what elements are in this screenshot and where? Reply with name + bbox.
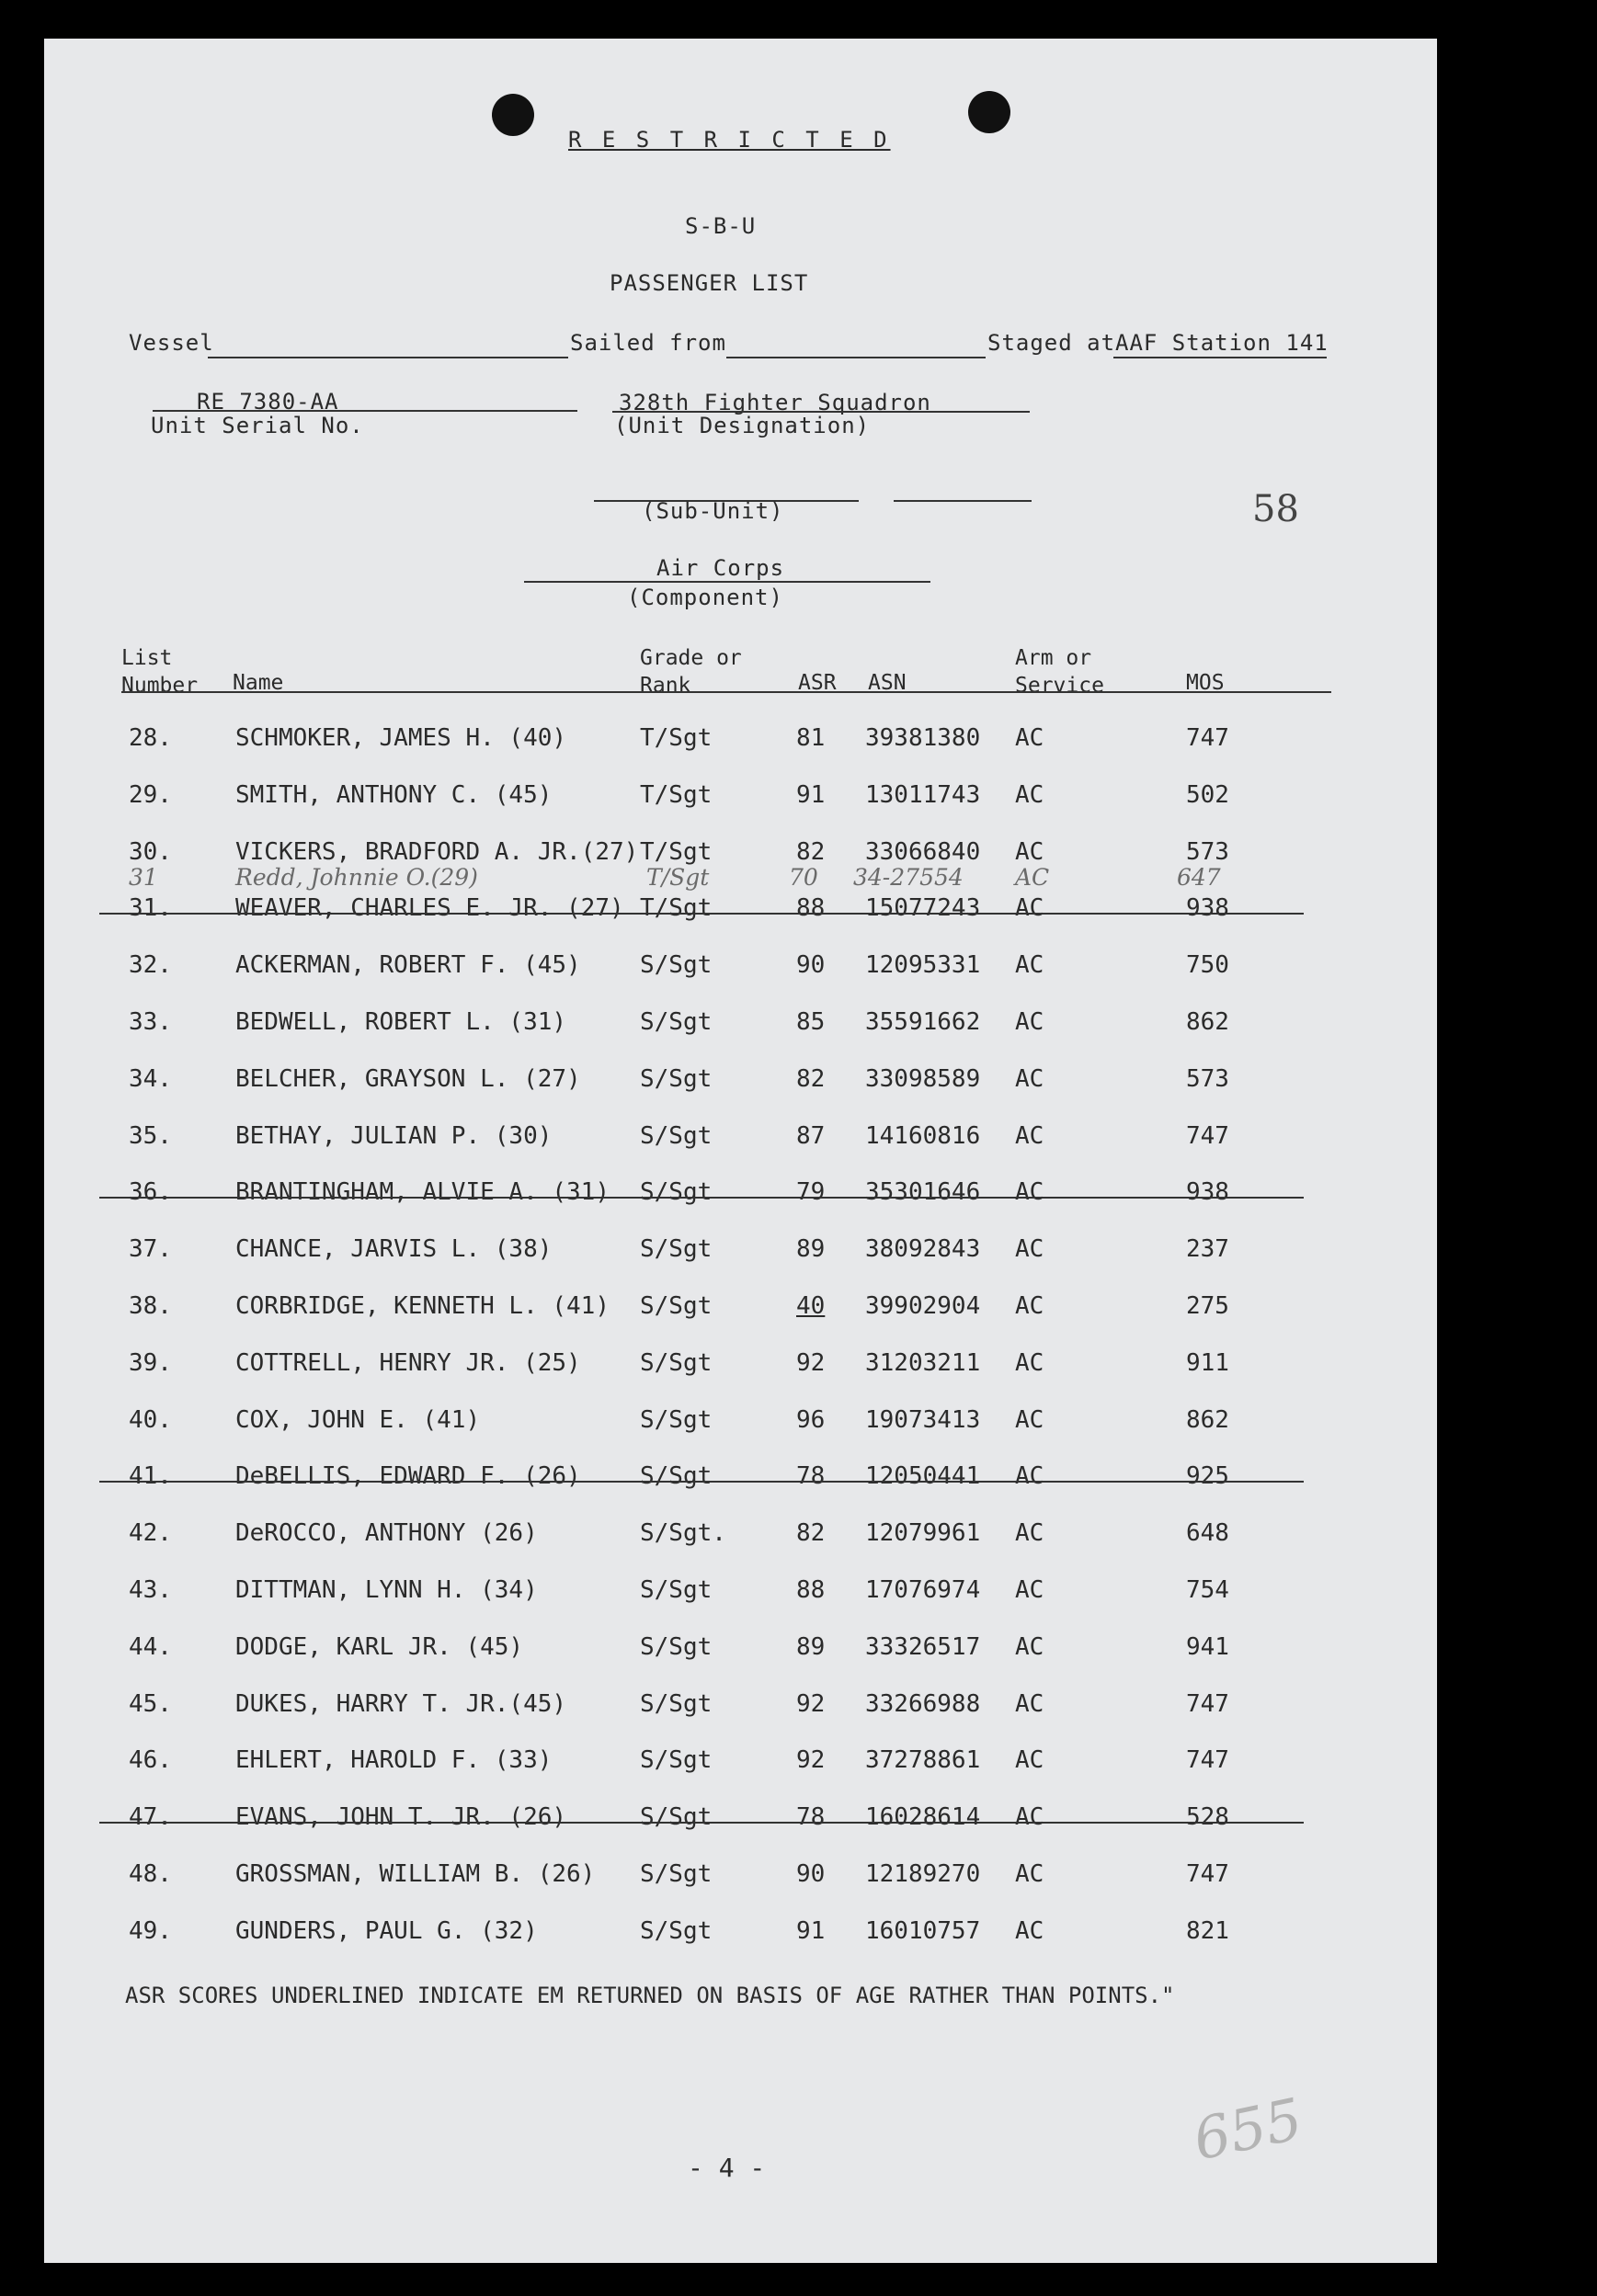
row-asn: 15077243 bbox=[865, 894, 981, 923]
row-asr: 81 bbox=[796, 724, 826, 752]
row-grade: S/Sgt bbox=[640, 1235, 713, 1264]
row-number: 29. bbox=[129, 780, 172, 809]
row-number: 48. bbox=[129, 1860, 172, 1888]
component-value: Air Corps bbox=[656, 555, 785, 581]
row-asn: 38092843 bbox=[865, 1235, 981, 1264]
row-mos: 237 bbox=[1186, 1235, 1229, 1264]
table-row bbox=[44, 1690, 1437, 1727]
row-grade: T/Sgt bbox=[640, 837, 713, 866]
classification-heading: R E S T R I C T E D bbox=[568, 127, 891, 153]
row-asr: 78 bbox=[796, 1462, 826, 1491]
strikethrough-line bbox=[99, 1822, 1304, 1824]
column-header-name: Name bbox=[233, 671, 284, 695]
row-name: VICKERS, BRADFORD A. JR.(27) bbox=[235, 837, 639, 866]
row-name: WEAVER, CHARLES E. JR. (27) bbox=[235, 894, 624, 923]
table-row bbox=[44, 1065, 1437, 1102]
row-asr: 90 bbox=[796, 951, 826, 980]
strikethrough-line bbox=[99, 1481, 1304, 1483]
row-asn: 16028614 bbox=[865, 1803, 981, 1832]
row-grade: S/Sgt bbox=[640, 1803, 713, 1832]
table-row bbox=[44, 1803, 1437, 1840]
row-asn: 37278861 bbox=[865, 1746, 981, 1775]
row-grade: S/Sgt bbox=[640, 1746, 713, 1775]
row-mos: 275 bbox=[1186, 1292, 1229, 1320]
column-header-rule bbox=[121, 691, 1331, 693]
row-asr: 87 bbox=[796, 1121, 826, 1150]
row-number: 35. bbox=[129, 1121, 172, 1150]
row-number: 34. bbox=[129, 1064, 172, 1093]
row-grade: S/Sgt bbox=[640, 1405, 713, 1434]
row-number: 38. bbox=[129, 1292, 172, 1320]
row-name: BEDWELL, ROBERT L. (31) bbox=[235, 1008, 567, 1036]
unit-designation-label: (Unit Designation) bbox=[614, 413, 871, 438]
table-row bbox=[44, 838, 1437, 875]
column-header-list-number: List Number bbox=[121, 646, 199, 698]
row-arm: AC bbox=[1015, 951, 1044, 980]
row-grade: S/Sgt bbox=[640, 1462, 713, 1491]
table-row bbox=[44, 1008, 1437, 1045]
row-number: 37. bbox=[129, 1235, 172, 1264]
table-row bbox=[44, 1917, 1437, 1954]
row-arm: AC bbox=[1015, 1008, 1044, 1036]
row-grade: S/Sgt bbox=[640, 1064, 713, 1093]
row-asr: 79 bbox=[796, 1178, 826, 1207]
table-row bbox=[44, 781, 1437, 818]
vessel-field-line bbox=[208, 357, 568, 358]
row-number: 44. bbox=[129, 1632, 172, 1661]
row-name: GROSSMAN, WILLIAM B. (26) bbox=[235, 1860, 596, 1888]
row-name: SCHMOKER, JAMES H. (40) bbox=[235, 724, 567, 752]
strikethrough-line bbox=[99, 913, 1304, 915]
strikethrough-line bbox=[99, 1197, 1304, 1199]
row-arm: AC bbox=[1015, 1916, 1044, 1945]
row-name: DeBELLIS, EDWARD F. (26) bbox=[235, 1462, 581, 1491]
row-grade: S/Sgt bbox=[640, 1632, 713, 1661]
row-mos: 862 bbox=[1186, 1008, 1229, 1036]
row-number: 36. bbox=[129, 1178, 172, 1207]
staged-at-label: Staged at bbox=[987, 330, 1116, 356]
row-grade: S/Sgt. bbox=[640, 1519, 726, 1548]
row-name: DODGE, KARL JR. (45) bbox=[235, 1632, 524, 1661]
row-asr: 92 bbox=[796, 1348, 826, 1377]
row-number: 49. bbox=[129, 1916, 172, 1945]
row-number: 43. bbox=[129, 1576, 172, 1604]
table-row bbox=[44, 1292, 1437, 1329]
row-name: CHANCE, JARVIS L. (38) bbox=[235, 1235, 553, 1264]
row-number: 45. bbox=[129, 1689, 172, 1718]
row-asn: 33066840 bbox=[865, 837, 981, 866]
row-grade: T/Sgt bbox=[640, 724, 713, 752]
row-asr: 96 bbox=[796, 1405, 826, 1434]
table-row bbox=[44, 1462, 1437, 1499]
row-grade: S/Sgt bbox=[640, 1178, 713, 1207]
row-asr: 40 bbox=[796, 1292, 826, 1320]
row-arm: AC bbox=[1015, 837, 1044, 866]
row-arm: AC bbox=[1015, 780, 1044, 809]
row-asn: 17076974 bbox=[865, 1576, 981, 1604]
row-grade: S/Sgt bbox=[640, 1292, 713, 1320]
row-asr: 78 bbox=[796, 1803, 826, 1832]
row-grade: S/Sgt bbox=[640, 951, 713, 980]
row-arm: AC bbox=[1015, 1405, 1044, 1434]
unit-serial-label: Unit Serial No. bbox=[151, 413, 364, 438]
row-name: EHLERT, HAROLD F. (33) bbox=[235, 1746, 553, 1775]
table-row bbox=[44, 724, 1437, 761]
row-mos: 925 bbox=[1186, 1462, 1229, 1491]
handwritten-page-number: 58 bbox=[1252, 488, 1299, 530]
table-row bbox=[44, 1746, 1437, 1783]
row-asr: 82 bbox=[796, 837, 826, 866]
table-row bbox=[44, 1860, 1437, 1897]
row-name: BRANTINGHAM, ALVIE A. (31) bbox=[235, 1178, 610, 1207]
row-mos: 938 bbox=[1186, 1178, 1229, 1207]
row-asn: 12050441 bbox=[865, 1462, 981, 1491]
footnote: ASR SCORES UNDERLINED INDICATE EM RETURNED ON BASIS OF AGE RATHER THAN POINTS." bbox=[125, 1983, 1175, 2008]
row-name: DUKES, HARRY T. JR.(45) bbox=[235, 1689, 567, 1718]
row-arm: AC bbox=[1015, 1689, 1044, 1718]
staged-at-field-line bbox=[1113, 357, 1327, 358]
row-asn: 12079961 bbox=[865, 1519, 981, 1548]
row-arm: AC bbox=[1015, 1178, 1044, 1207]
row-number: 41. bbox=[129, 1462, 172, 1491]
table-row bbox=[44, 1349, 1437, 1386]
row-grade: S/Sgt bbox=[640, 1916, 713, 1945]
handwritten-corner-number: 655 bbox=[1187, 2085, 1308, 2174]
row-grade: S/Sgt bbox=[640, 1860, 713, 1888]
row-grade: S/Sgt bbox=[640, 1121, 713, 1150]
row-number: 47. bbox=[129, 1803, 172, 1832]
row-name: BETHAY, JULIAN P. (30) bbox=[235, 1121, 553, 1150]
row-arm: AC bbox=[1015, 1746, 1044, 1775]
row-asn: 13011743 bbox=[865, 780, 981, 809]
punch-hole bbox=[968, 91, 1010, 133]
row-asn: 14160816 bbox=[865, 1121, 981, 1150]
row-grade: S/Sgt bbox=[640, 1689, 713, 1718]
row-number: 40. bbox=[129, 1405, 172, 1434]
unit-serial-value: RE 7380-AA bbox=[197, 389, 339, 415]
row-mos: 754 bbox=[1186, 1576, 1229, 1604]
row-name: CORBRIDGE, KENNETH L. (41) bbox=[235, 1292, 610, 1320]
row-asr: 88 bbox=[796, 894, 826, 923]
row-number: 42. bbox=[129, 1519, 172, 1548]
row-asr: 92 bbox=[796, 1689, 826, 1718]
page-number: - 4 - bbox=[688, 2153, 766, 2183]
handwritten-row: 31 Redd, Johnnie O.(29) T/Sgt 70 34-27554 AC 647 bbox=[129, 864, 1221, 891]
row-asr: 85 bbox=[796, 1008, 826, 1036]
table-row bbox=[44, 1235, 1437, 1272]
row-number: 30. bbox=[129, 837, 172, 866]
sub-unit-label: (Sub-Unit) bbox=[642, 498, 784, 524]
row-asr: 82 bbox=[796, 1519, 826, 1548]
table-row bbox=[44, 1519, 1437, 1556]
table-row bbox=[44, 1633, 1437, 1670]
row-arm: AC bbox=[1015, 1292, 1044, 1320]
row-mos: 528 bbox=[1186, 1803, 1229, 1832]
row-asn: 19073413 bbox=[865, 1405, 981, 1434]
row-asn: 39902904 bbox=[865, 1292, 981, 1320]
table-row bbox=[44, 1576, 1437, 1613]
document-code: S-B-U bbox=[685, 213, 757, 239]
row-mos: 573 bbox=[1186, 837, 1229, 866]
vessel-label: Vessel bbox=[129, 330, 214, 356]
column-header-asr: ASR bbox=[798, 671, 837, 695]
row-asr: 91 bbox=[796, 1916, 826, 1945]
row-mos: 750 bbox=[1186, 951, 1229, 980]
row-arm: AC bbox=[1015, 1121, 1044, 1150]
row-asr: 89 bbox=[796, 1632, 826, 1661]
row-mos: 911 bbox=[1186, 1348, 1229, 1377]
row-grade: S/Sgt bbox=[640, 1008, 713, 1036]
row-asr: 91 bbox=[796, 780, 826, 809]
row-arm: AC bbox=[1015, 1462, 1044, 1491]
row-arm: AC bbox=[1015, 1348, 1044, 1377]
row-arm: AC bbox=[1015, 1064, 1044, 1093]
staged-at-value: AAF Station 141 bbox=[1115, 330, 1329, 356]
unit-designation-value: 328th Fighter Squadron bbox=[619, 390, 931, 415]
column-header-arm: Arm or Service bbox=[1015, 646, 1104, 698]
row-mos: 747 bbox=[1186, 1121, 1229, 1150]
row-name: GUNDERS, PAUL G. (32) bbox=[235, 1916, 538, 1945]
row-asn: 35301646 bbox=[865, 1178, 981, 1207]
row-mos: 648 bbox=[1186, 1519, 1229, 1548]
row-arm: AC bbox=[1015, 1860, 1044, 1888]
row-arm: AC bbox=[1015, 894, 1044, 923]
punch-hole bbox=[492, 94, 534, 136]
row-grade: T/Sgt bbox=[640, 894, 713, 923]
row-number: 32. bbox=[129, 951, 172, 980]
table-row bbox=[44, 1406, 1437, 1443]
sailed-from-field-line bbox=[726, 357, 986, 358]
row-mos: 941 bbox=[1186, 1632, 1229, 1661]
row-name: COX, JOHN E. (41) bbox=[235, 1405, 481, 1434]
row-arm: AC bbox=[1015, 724, 1044, 752]
row-asn: 16010757 bbox=[865, 1916, 981, 1945]
row-mos: 573 bbox=[1186, 1064, 1229, 1093]
row-arm: AC bbox=[1015, 1632, 1044, 1661]
row-name: SMITH, ANTHONY C. (45) bbox=[235, 780, 553, 809]
component-label: (Component) bbox=[627, 585, 783, 610]
row-grade: S/Sgt bbox=[640, 1348, 713, 1377]
row-mos: 747 bbox=[1186, 724, 1229, 752]
row-asn: 12189270 bbox=[865, 1860, 981, 1888]
row-mos: 938 bbox=[1186, 894, 1229, 923]
row-name: DITTMAN, LYNN H. (34) bbox=[235, 1576, 538, 1604]
column-header-asn: ASN bbox=[868, 671, 907, 695]
table-row bbox=[44, 1122, 1437, 1159]
row-grade: T/Sgt bbox=[640, 780, 713, 809]
row-number: 28. bbox=[129, 724, 172, 752]
document-title: PASSENGER LIST bbox=[610, 270, 809, 296]
row-mos: 747 bbox=[1186, 1746, 1229, 1775]
row-mos: 862 bbox=[1186, 1405, 1229, 1434]
row-asn: 33266988 bbox=[865, 1689, 981, 1718]
column-header-mos: MOS bbox=[1186, 671, 1225, 695]
row-mos: 747 bbox=[1186, 1689, 1229, 1718]
row-grade: S/Sgt bbox=[640, 1576, 713, 1604]
sub-unit-line-2 bbox=[894, 500, 1032, 502]
row-asn: 33326517 bbox=[865, 1632, 981, 1661]
row-asr: 90 bbox=[796, 1860, 826, 1888]
row-asn: 12095331 bbox=[865, 951, 981, 980]
column-header-grade: Grade or Rank bbox=[640, 646, 742, 698]
row-arm: AC bbox=[1015, 1576, 1044, 1604]
row-asn: 33098589 bbox=[865, 1064, 981, 1093]
component-line bbox=[524, 581, 930, 583]
row-asn: 39381380 bbox=[865, 724, 981, 752]
row-mos: 502 bbox=[1186, 780, 1229, 809]
table-row bbox=[44, 894, 1437, 931]
document-page bbox=[44, 39, 1437, 2263]
row-asr: 92 bbox=[796, 1746, 826, 1775]
row-asr: 82 bbox=[796, 1064, 826, 1093]
unit-serial-line bbox=[153, 410, 577, 412]
table-row bbox=[44, 1178, 1437, 1215]
row-arm: AC bbox=[1015, 1519, 1044, 1548]
row-number: 33. bbox=[129, 1008, 172, 1036]
table-row bbox=[44, 951, 1437, 988]
sailed-from-label: Sailed from bbox=[570, 330, 726, 356]
row-name: COTTRELL, HENRY JR. (25) bbox=[235, 1348, 581, 1377]
row-name: EVANS, JOHN T. JR. (26) bbox=[235, 1803, 567, 1832]
row-name: BELCHER, GRAYSON L. (27) bbox=[235, 1064, 581, 1093]
row-number: 46. bbox=[129, 1746, 172, 1775]
row-mos: 821 bbox=[1186, 1916, 1229, 1945]
row-mos: 747 bbox=[1186, 1860, 1229, 1888]
row-number: 39. bbox=[129, 1348, 172, 1377]
row-asn: 35591662 bbox=[865, 1008, 981, 1036]
row-number: 31. bbox=[129, 894, 172, 923]
row-arm: AC bbox=[1015, 1235, 1044, 1264]
row-arm: AC bbox=[1015, 1803, 1044, 1832]
row-asr: 88 bbox=[796, 1576, 826, 1604]
row-asn: 31203211 bbox=[865, 1348, 981, 1377]
row-name: ACKERMAN, ROBERT F. (45) bbox=[235, 951, 581, 980]
row-name: DeROCCO, ANTHONY (26) bbox=[235, 1519, 538, 1548]
row-asr: 89 bbox=[796, 1235, 826, 1264]
